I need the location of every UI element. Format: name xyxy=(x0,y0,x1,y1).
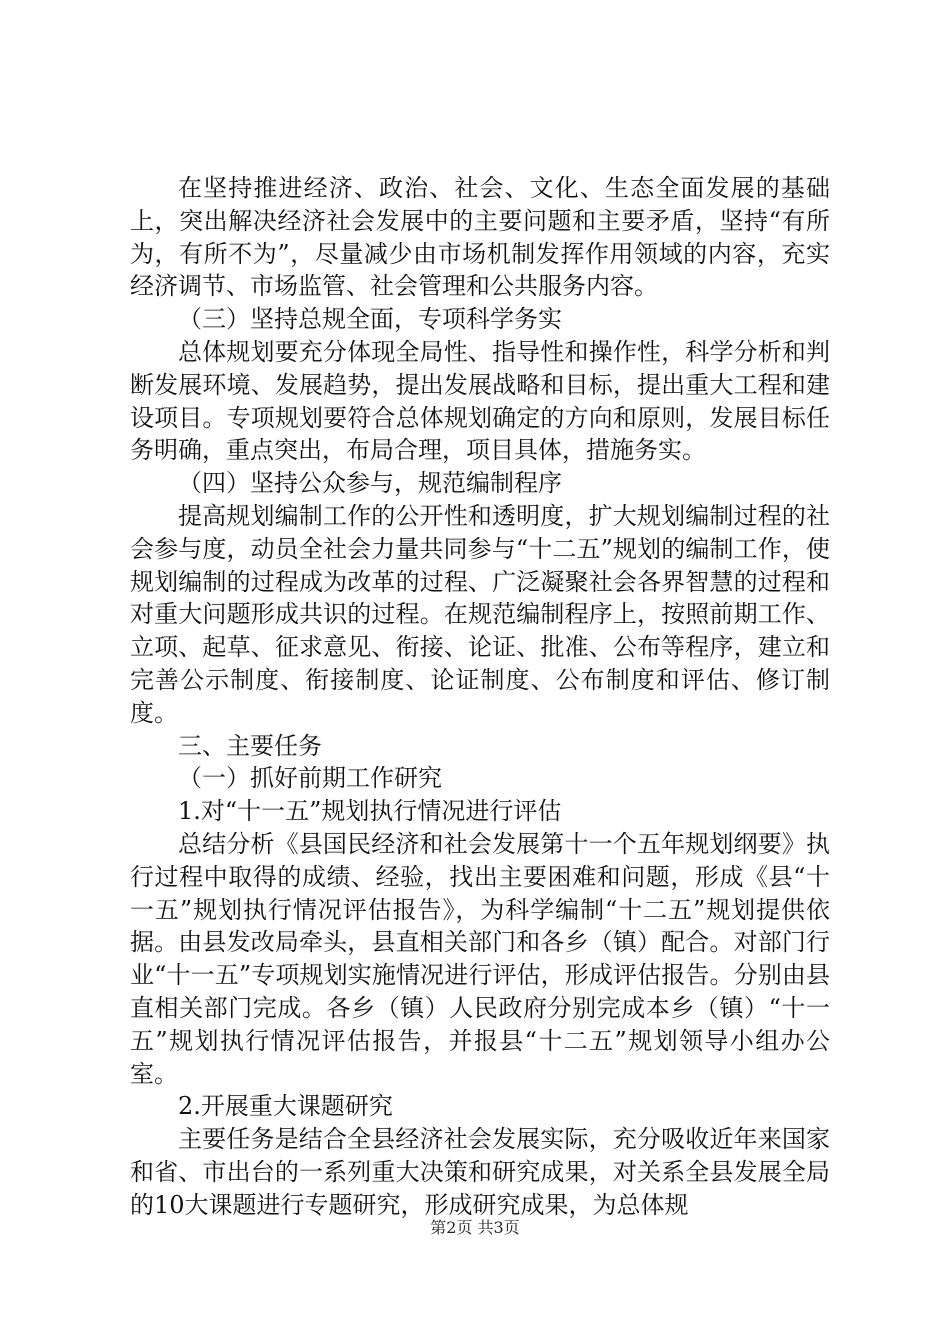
subsection-heading-1: 1.对“十一五”规划执行情况进行评估 xyxy=(178,797,562,826)
paragraph-3: 提高规划编制工作的公开性和透明度，扩大规划编制过程的社会参与度，动员全社会力量共同参与“十二五”规划的编制工作，使规划编制的过程成为改革的过程、广泛凝聚社会各界智慧的过程和对重大问题形成共识的过程。在规范编制程序上，按照前期工作、立项、起草、征求意见、衔接、论证、批准、公布等程序，建立和完善公示制度、衔接制度、论证制度、公布制度和评估、修订制度。 xyxy=(130,501,830,727)
subsection-heading-2: 2.开展重大课题研究 xyxy=(178,1092,393,1121)
page-number-footer: 第2页 共3页 xyxy=(430,1218,520,1237)
chapter-heading-main-tasks: 三、主要任务 xyxy=(178,731,322,760)
document-body xyxy=(130,172,830,1222)
paragraph-2: 总体规划要充分体现全局性、指导性和操作性，科学分析和判断发展环境、发展趋势，提出发展战略和目标，提出重大工程和建设项目。专项规划要符合总体规划确定的方向和原则，发展目标任务明确，重点突出，布局合理，项目具体，措施务实。 xyxy=(130,337,830,465)
section-heading-1: （一）抓好前期工作研究 xyxy=(178,764,442,793)
section-heading-3: （三）坚持总规全面，专项科学务实 xyxy=(178,305,562,334)
paragraph-5: 主要任务是结合全县经济社会发展实际，充分吸收近年来国家和省、市出台的一系列重大决策和研究成果，对关系全县发展全局的10大课题进行专题研究，形成研究成果，为总体规 xyxy=(130,1125,830,1219)
section-heading-4: （四）坚持公众参与，规范编制程序 xyxy=(178,469,562,498)
paragraph-4: 总结分析《县国民经济和社会发展第十一个五年规划纲要》执行过程中取得的成绩、经验，找出主要困难和问题，形成《县“十一五”规划执行情况评估报告》，为科学编制“十二五”规划提供依据。由县发改局牵头，县直相关部门和各乡（镇）配合。对部门行业“十一五”专项规划实施情况进行评估，形成评估报告。分别由县直相关部门完成。各乡（镇）人民政府分别完成本乡（镇）“十一五”规划执行情况评估报告，并报县“十二五”规划领导小组办公室。 xyxy=(130,829,830,1088)
paragraph-1: 在坚持推进经济、政治、社会、文化、生态全面发展的基础上，突出解决经济社会发展中的主要问题和主要矛盾，坚持“有所为，有所不为”，尽量减少由市场机制发挥作用领域的内容，充实经济调节、市场监管、社会管理和公共服务内容。 xyxy=(130,174,830,301)
